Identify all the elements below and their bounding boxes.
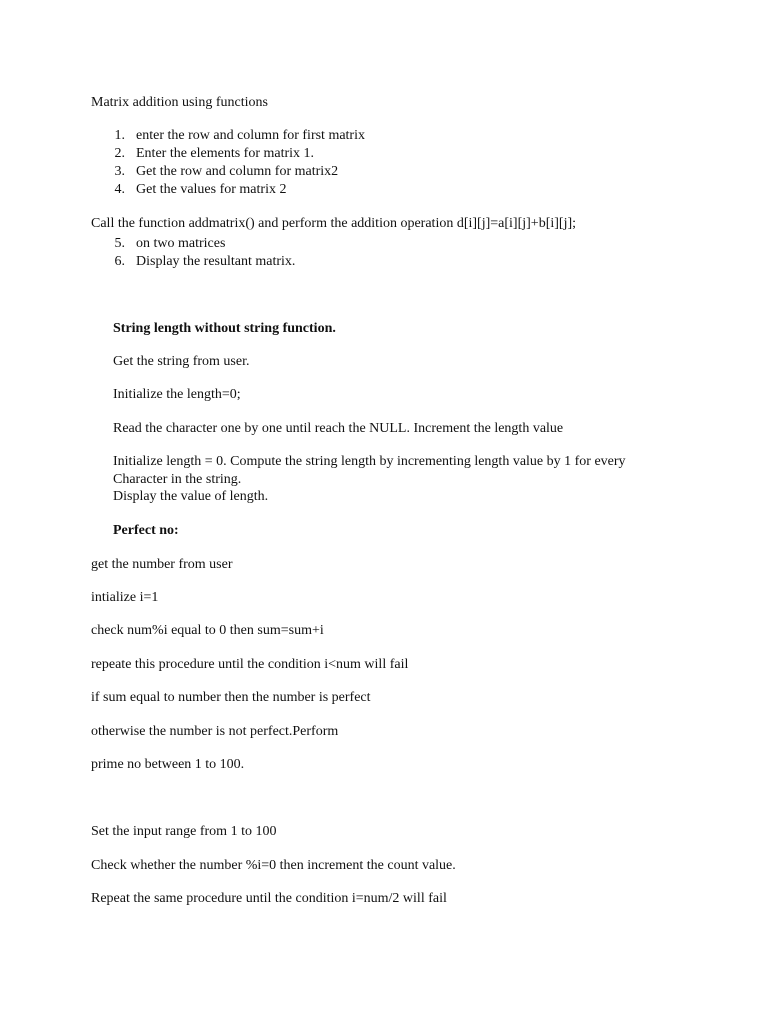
strlen-line: Read the character one by one until reach the NULL. Increment the length value bbox=[113, 421, 564, 436]
list-number: 3. bbox=[114, 164, 125, 179]
list-number: 6. bbox=[114, 254, 125, 269]
perfect-line: intialize i=1 bbox=[91, 590, 159, 605]
list-number: 2. bbox=[114, 146, 125, 161]
prime-line: Repeat the same procedure until the condition i=num/2 will fail bbox=[91, 891, 447, 906]
strlen-line: Get the string from user. bbox=[113, 354, 250, 369]
strlen-line: Initialize the length=0; bbox=[113, 387, 241, 402]
list-item: enter the row and column for first matrix bbox=[136, 128, 365, 143]
list-item: on two matrices bbox=[136, 236, 226, 251]
call-line: Call the function addmatrix() and perform the addition operation d[i][j]=a[i][j]+b[i][j]; bbox=[91, 216, 577, 231]
perfect-line: check num%i equal to 0 then sum=sum+i bbox=[91, 623, 324, 638]
matrix-heading: Matrix addition using functions bbox=[91, 95, 268, 110]
strlen-heading: String length without string function. bbox=[113, 321, 336, 336]
strlen-line: Display the value of length. bbox=[113, 489, 269, 504]
strlen-line: Initialize length = 0. Compute the string length by incrementing length value by 1 for every bbox=[113, 454, 626, 469]
perfect-line: repeate this procedure until the condition i<num will fail bbox=[91, 657, 409, 672]
list-item: Display the resultant matrix. bbox=[136, 254, 296, 269]
perfect-line: get the number from user bbox=[91, 557, 233, 572]
prime-line: Set the input range from 1 to 100 bbox=[91, 824, 277, 839]
list-number: 4. bbox=[114, 182, 125, 197]
list-number: 1. bbox=[114, 128, 125, 143]
list-item: Get the values for matrix 2 bbox=[136, 182, 287, 197]
perfect-heading: Perfect no: bbox=[113, 523, 179, 538]
perfect-line: prime no between 1 to 100. bbox=[91, 757, 245, 772]
perfect-line: otherwise the number is not perfect.Perform bbox=[91, 724, 339, 739]
list-item: Get the row and column for matrix2 bbox=[136, 164, 339, 179]
list-number: 5. bbox=[114, 236, 125, 251]
list-item: Enter the elements for matrix 1. bbox=[136, 146, 315, 161]
perfect-line: if sum equal to number then the number is perfect bbox=[91, 690, 371, 705]
prime-line: Check whether the number %i=0 then increment the count value. bbox=[91, 858, 456, 873]
strlen-line: Character in the string. bbox=[113, 472, 242, 487]
